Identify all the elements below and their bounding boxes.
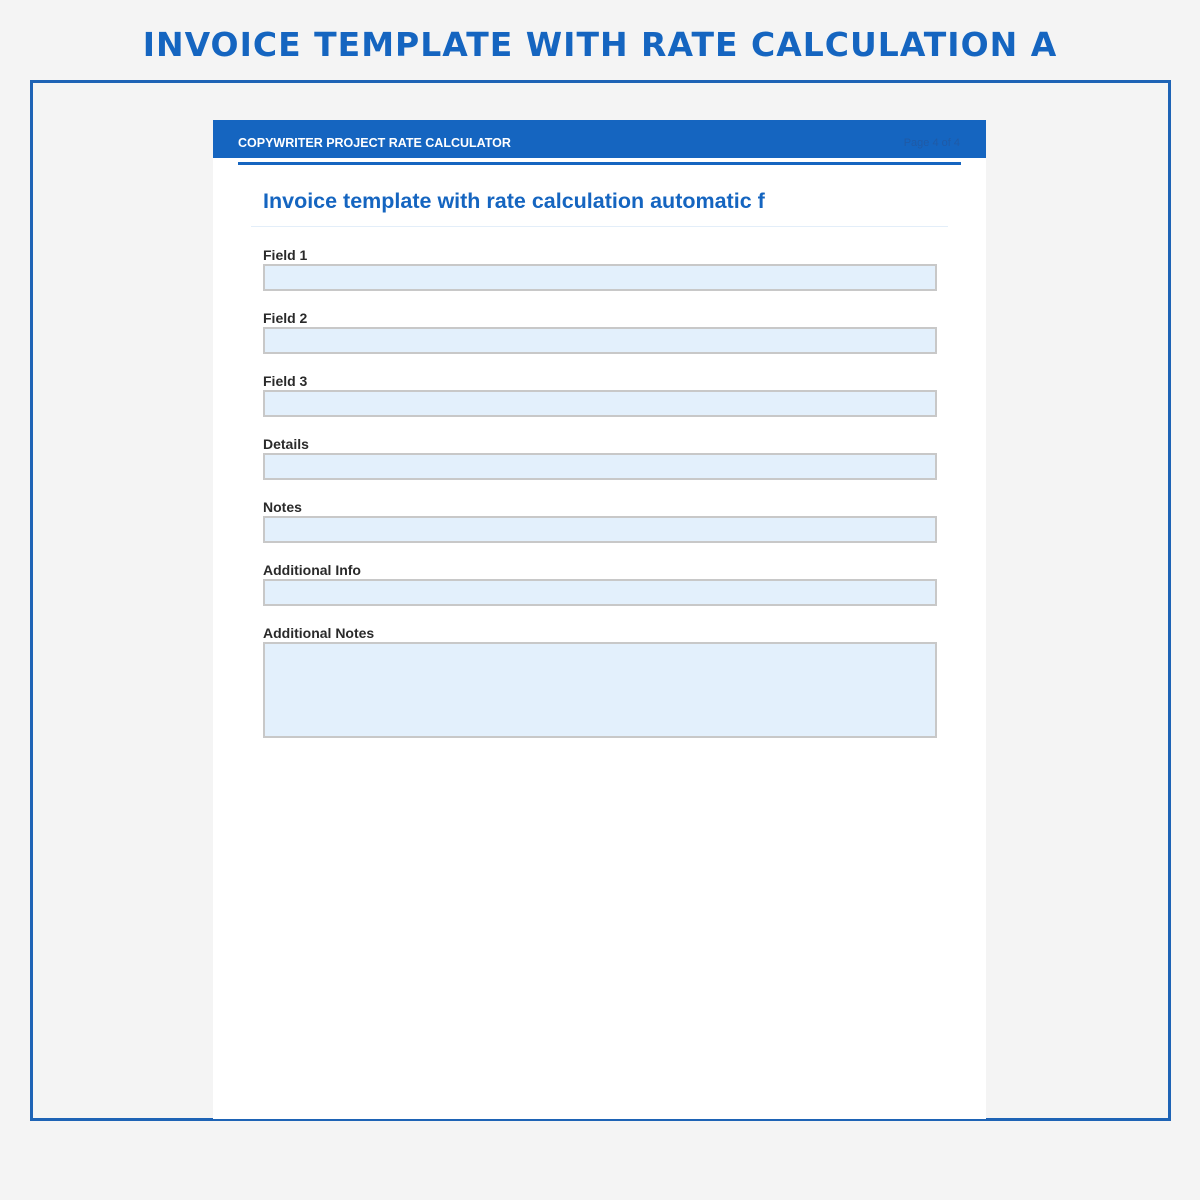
title-divider — [251, 226, 948, 227]
page-header-title: COPYWRITER PROJECT RATE CALCULATOR — [238, 136, 511, 150]
page-number: Page 4 of 4 — [903, 137, 960, 149]
details-label: Details — [263, 436, 309, 452]
additional-info-label: Additional Info — [263, 562, 361, 578]
field-2-label: Field 2 — [263, 310, 308, 326]
additional-info-input[interactable] — [263, 579, 937, 606]
notes-input[interactable] — [263, 516, 937, 543]
document-title: Invoice template with rate calculation automatic f — [263, 189, 765, 213]
field-3-label: Field 3 — [263, 373, 308, 389]
details-input[interactable] — [263, 453, 937, 480]
additional-notes-textarea[interactable] — [263, 642, 937, 738]
field-2-input[interactable] — [263, 327, 937, 354]
field-1-input[interactable] — [263, 264, 937, 291]
notes-label: Notes — [263, 499, 302, 515]
page-header — [213, 120, 986, 158]
banner-title: INVOICE TEMPLATE WITH RATE CALCULATION A — [142, 25, 1058, 64]
header-divider — [238, 162, 961, 165]
field-3-input[interactable] — [263, 390, 937, 417]
document-page — [213, 120, 986, 1119]
field-1-label: Field 1 — [263, 247, 308, 263]
additional-notes-label: Additional Notes — [263, 625, 375, 641]
